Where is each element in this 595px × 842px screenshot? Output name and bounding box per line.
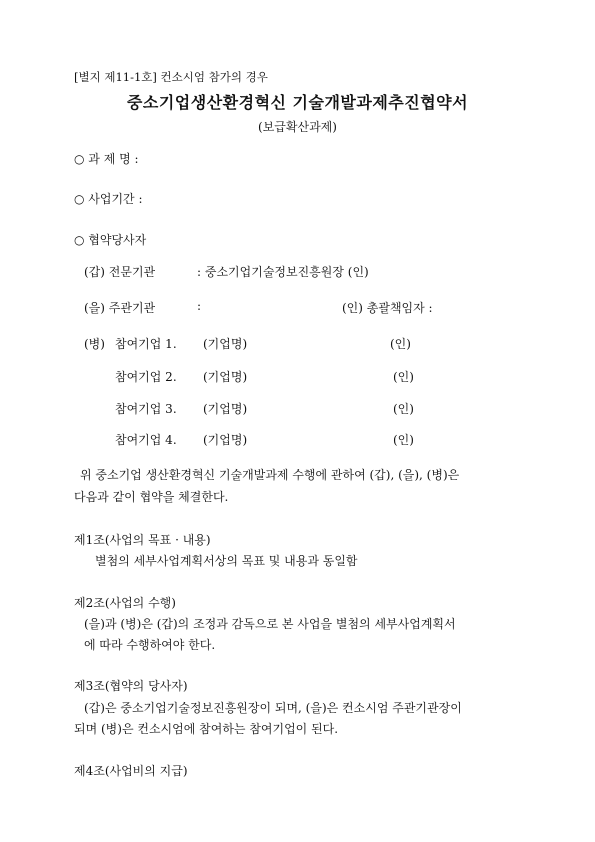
- participant-2-seal: (인): [393, 370, 414, 384]
- participant-1-seal: (인): [390, 337, 411, 351]
- party-gap-value: : 중소기업기술정보진흥원장 (인): [197, 265, 369, 279]
- party-byeong-prefix: (병): [84, 337, 105, 351]
- participant-1-company: (기업명): [203, 337, 248, 351]
- participant-1-label: 참여기업 1.: [115, 337, 177, 351]
- party-eul-role: (을) 주관기관: [84, 301, 156, 315]
- participant-3-company: (기업명): [203, 402, 248, 416]
- project-name-field: ○ 과 제 명 :: [74, 152, 139, 166]
- party-eul-seal: (인) 총괄책임자 :: [342, 301, 433, 315]
- participant-2-company: (기업명): [203, 370, 248, 384]
- participant-2-label: 참여기업 2.: [115, 370, 177, 384]
- parties-heading: ○ 협약당사자: [74, 233, 147, 247]
- participant-3-label: 참여기업 3.: [115, 402, 177, 416]
- participant-4-label: 참여기업 4.: [115, 433, 177, 447]
- article-3-heading: 제3조(협약의 당사자): [74, 679, 188, 693]
- document-subtitle: (보급확산과제): [258, 120, 337, 134]
- article-4-heading: 제4조(사업비의 지급): [74, 764, 188, 778]
- article-1-body-line: 별첨의 세부사업계획서상의 목표 및 내용과 동일함: [95, 554, 358, 568]
- intro-line-2: 다음과 같이 협약을 체결한다.: [74, 490, 229, 504]
- article-3-body-line: (갑)은 중소기업기술정보진흥원장이 되며, (을)은 컨소시엄 주관기관장이: [84, 701, 462, 715]
- intro-line-1: 위 중소기업 생산환경혁신 기술개발과제 수행에 관하여 (갑), (을), (병)은: [80, 468, 460, 482]
- article-1-heading: 제1조(사업의 목표 · 내용): [74, 533, 211, 547]
- form-number: [별지 제11-1호] 컨소시엄 참가의 경우: [74, 70, 268, 84]
- document-title: 중소기업생산환경혁신 기술개발과제추진협약서: [126, 93, 469, 112]
- article-2-heading: 제2조(사업의 수행): [74, 596, 176, 610]
- project-period-field: ○ 사업기간 :: [74, 192, 143, 206]
- participant-4-company: (기업명): [203, 433, 248, 447]
- article-2-body-line: 에 따라 수행하여야 한다.: [84, 638, 216, 652]
- party-eul-colon: :: [197, 299, 202, 313]
- participant-3-seal: (인): [393, 402, 414, 416]
- article-2-body-line: (을)과 (병)은 (갑)의 조정과 감독으로 본 사업을 별첨의 세부사업계획서: [84, 617, 456, 631]
- participant-4-seal: (인): [393, 433, 414, 447]
- article-3-body-line: 되며 (병)은 컨소시엄에 참여하는 참여기업이 된다.: [74, 722, 339, 736]
- party-gap-role: (갑) 전문기관: [84, 265, 156, 279]
